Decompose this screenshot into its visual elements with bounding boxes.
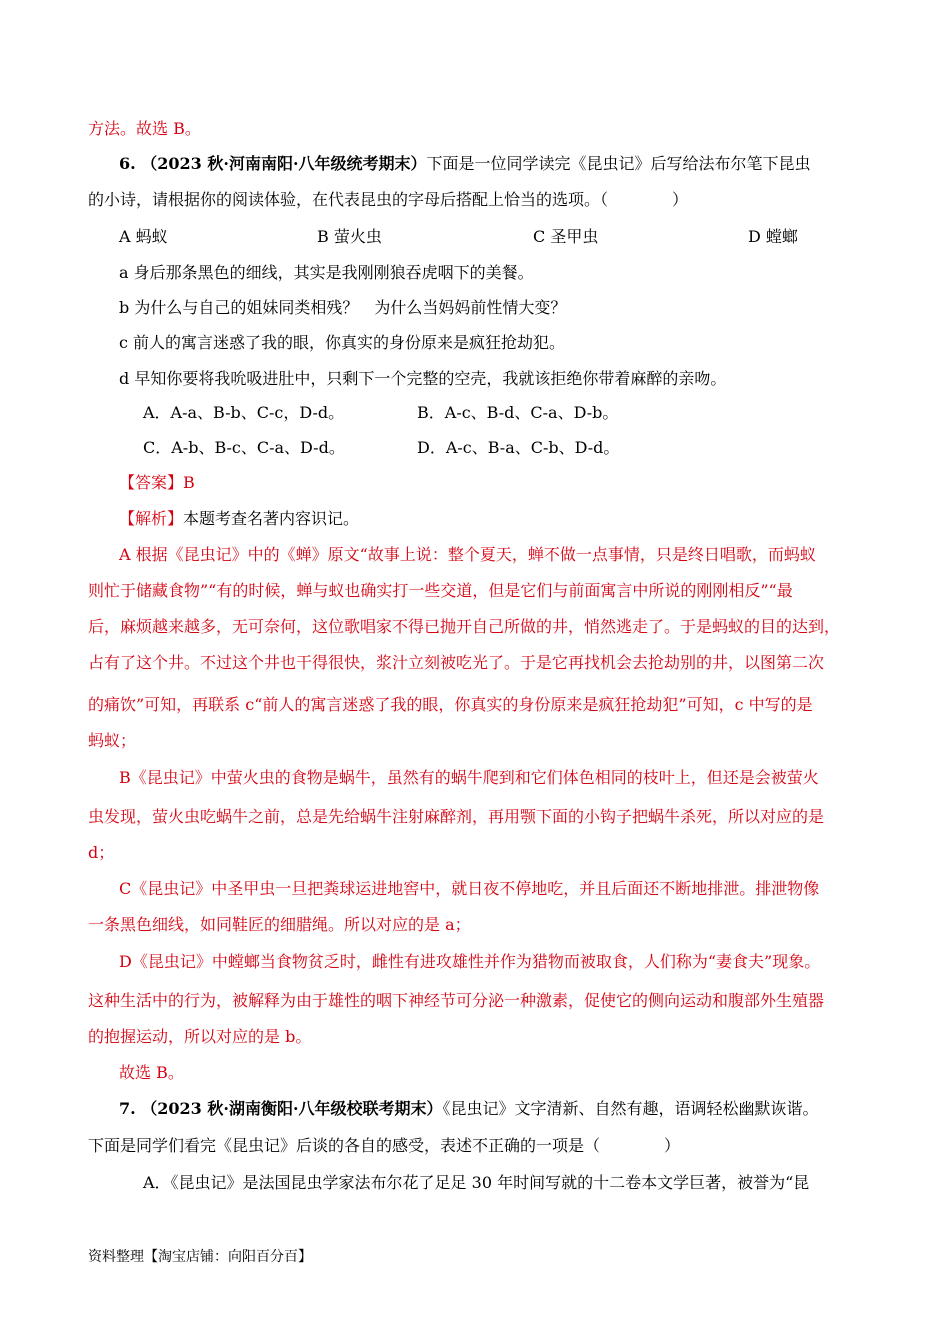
analysis-line xyxy=(119,508,359,530)
poem-a: a 身后那条黑色的细线，其实是我刚刚狼吞虎咽下的美餐。 xyxy=(119,263,534,282)
explain-b-1: B《昆虫记》中萤火虫的食物是蜗牛，虽然有的蜗牛爬到和它们体色相同的枝叶上，但还是会被萤火 xyxy=(119,768,819,787)
question-6-text-2: 的小诗，请根据你的阅读体验，在代表昆虫的字母后搭配上恰当的选项。（ ） xyxy=(88,190,689,209)
question-7-text: 《昆虫记》文字清新、自然有趣，语调轻松幽默诙谐。 xyxy=(442,1099,819,1118)
question-7-source: 7. （2023 秋·湖南衡阳·八年级校联考期末） xyxy=(119,1099,443,1118)
poem-c: c 前人的寓言迷惑了我的眼，你真实的身份原来是疯狂抢劫犯。 xyxy=(119,333,566,352)
insect-c: C 圣甲虫 xyxy=(533,227,599,246)
explain-b-3: d； xyxy=(88,843,115,862)
answer-tail-line: 方法。故选 B。 xyxy=(88,119,201,138)
analysis-text: 本题考查名著内容识记。 xyxy=(183,509,360,528)
option-a: A．A-a、B-b、C-c，D-d。 xyxy=(143,403,345,422)
explain-d-1: D《昆虫记》中螳螂当食物贫乏时，雌性有进攻雄性并作为猎物而被取食，人们称为“妻食夫”现象。 xyxy=(119,952,821,971)
insect-d: D 螳螂 xyxy=(748,227,798,246)
explain-a-1: A 根据《昆虫记》中的《蝉》原文“故事上说：整个夏天，蝉不做一点事情，只是终日唱歌，而蚂蚁 xyxy=(119,545,816,564)
explain-a-6: 蚂蚁； xyxy=(88,731,137,750)
explain-d-2: 这种生活中的行为，被解释为由于雄性的咽下神经节可分泌一种激素，促使它的侧向运动和腹部外生殖器 xyxy=(88,991,825,1010)
explain-a-4: 占有了这个井。不过这个井也干得很快，浆汁立刻被吃光了。于是它再找机会去抢劫别的井，以图第二次 xyxy=(88,653,825,672)
poem-b: b 为什么与自己的姐妹同类相残？ 为什么当妈妈前性情大变？ xyxy=(119,298,567,317)
explain-a-2: 则忙于储藏食物”“有的时候，蝉与蚁也确实打一些交道，但是它们与前面寓言中所说的刚刚相反”“最 xyxy=(88,581,793,600)
analysis-tag: 【解析】 xyxy=(119,509,184,528)
question-6-header xyxy=(119,153,811,175)
footer: 资料整理【淘宝店铺：向阳百分百】 xyxy=(88,1249,312,1265)
option-c: C．A-b、B-c、C-a、D-d。 xyxy=(143,438,345,457)
question-6-source: 6. （2023 秋·河南南阳·八年级统考期末） xyxy=(119,154,427,173)
explain-c-1: C《昆虫记》中圣甲虫一旦把粪球运进地窖中，就日夜不停地吃，并且后面还不断地排泄。排泄物像 xyxy=(119,879,820,898)
question-7-option-a: A．《昆虫记》是法国昆虫学家法布尔花了足足 30 年时间写就的十二卷本文学巨著，被誉为“昆 xyxy=(143,1173,810,1192)
answer-label: 【答案】B xyxy=(119,473,195,492)
question-7-header xyxy=(119,1098,819,1120)
poem-d: d 早知你要将我吮吸进肚中，只剩下一个完整的空壳，我就该拒绝你带着麻醉的亲吻。 xyxy=(119,369,727,388)
option-d: D．A-c、B-a、C-b、D-d。 xyxy=(417,438,620,457)
explain-a-3: 后，麻烦越来越多，无可奈何，这位歌唱家不得已抛开自己所做的井，悄然逃走了。于是蚂蚁的目的达到， xyxy=(88,617,841,636)
insect-a: A 蚂蚁 xyxy=(119,227,168,246)
question-7-text-2: 下面是同学们看完《昆虫记》后谈的各自的感受，表述不正确的一项是（ ） xyxy=(88,1136,681,1155)
explain-a-5: 的痛饮”可知，再联系 c“前人的寓言迷惑了我的眼，你真实的身份原来是疯狂抢劫犯”可知，c 中写的是 xyxy=(88,695,813,714)
question-6-text: 下面是一位同学读完《昆虫记》后写给法布尔笔下昆虫 xyxy=(426,154,811,173)
insect-b: B 萤火虫 xyxy=(317,227,382,246)
explain-d-3: 的抱握运动，所以对应的是 b。 xyxy=(88,1027,312,1046)
explain-b-2: 虫发现，萤火虫吃蜗牛之前，总是先给蜗牛注射麻醉剂，再用颚下面的小钩子把蜗牛杀死，所以对应的是 xyxy=(88,807,825,826)
explain-c-2: 一条黑色细线，如同鞋匠的细腊绳。所以对应的是 a； xyxy=(88,915,471,934)
conclusion: 故选 B。 xyxy=(119,1063,184,1082)
option-b: B．A-c、B-d、C-a、D-b。 xyxy=(417,403,619,422)
